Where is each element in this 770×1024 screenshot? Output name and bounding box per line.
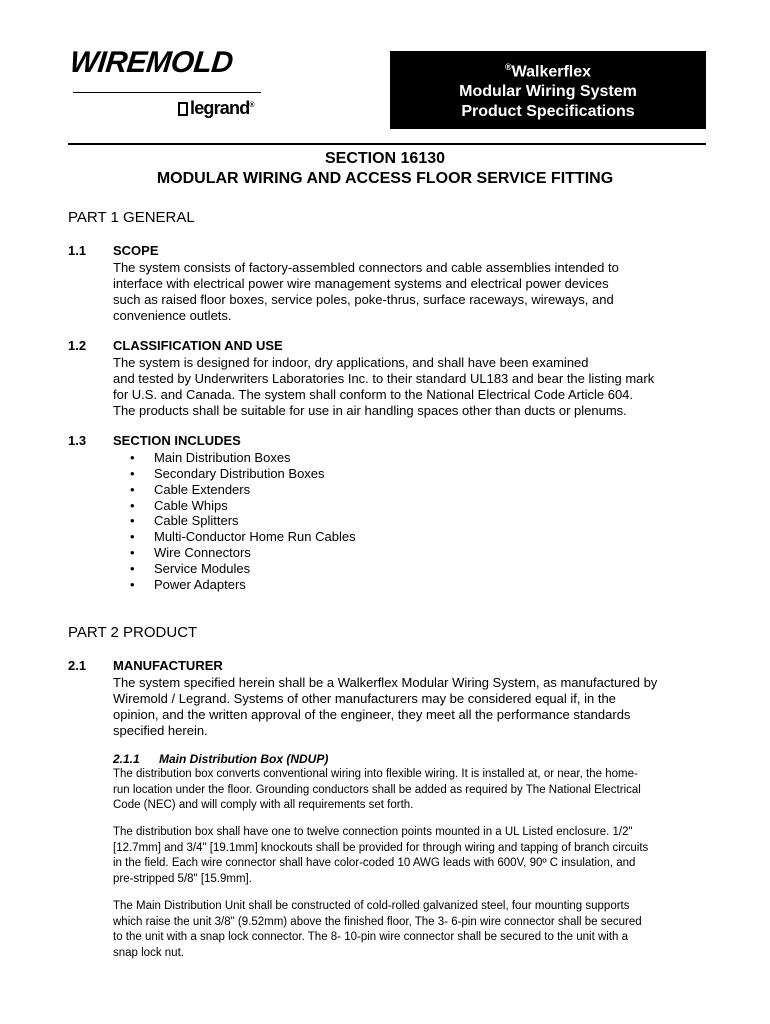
product-header-box (390, 51, 706, 129)
section-2-1-body: The system specified herein shall be a Walkerflex Modular Wiring System, as manufactured by Wiremold / Legrand. Systems of other manufacturers may be considered equal if, in the opinion, and the written approval of the engineer, they meet all the performance standards specified herein. (113, 675, 658, 738)
list-item: • Power Adapters (130, 577, 356, 593)
section-2-1-number: 2.1 (68, 658, 87, 673)
legrand-square-icon (178, 102, 188, 116)
section-1-1-heading: SCOPE (113, 243, 159, 258)
wiremold-logo: WIREMOLD (68, 46, 235, 79)
section-1-1-number: 1.1 (68, 243, 87, 258)
list-item: • Multi-Conductor Home Run Cables (130, 529, 356, 545)
header-line-1: ®Walkerflex (504, 62, 592, 81)
legrand-logo (178, 98, 254, 119)
subsection-2-1-1-heading: 2.1.1 Main Distribution Box (NDUP) (113, 752, 329, 766)
legrand-reg-mark: ® (249, 102, 254, 109)
list-item: • Cable Splitters (130, 513, 356, 529)
list-item: • Service Modules (130, 561, 356, 577)
list-item: • Cable Whips (130, 498, 356, 514)
list-item: • Cable Extenders (130, 482, 356, 498)
list-item: • Main Distribution Boxes (130, 450, 356, 466)
header-line-2: Modular Wiring System (459, 83, 637, 101)
section-1-1-body: The system consists of factory-assembled connectors and cable assemblies intended to interface with electrical power wire management systems and electrical power devices such as raised floor boxes, service poles, poke-thrus, surface raceways, wireways, and convenience outlets. (113, 260, 619, 323)
subsection-2-1-1-paragraph-2: The distribution box shall have one to twelve connection points mounted in a UL Listed enclosure. 1/2" [12.7mm] and 3/4" [19.1mm] knockouts shall be provided for through wiring and tapping of branch circuits in the field. Each wire connector shall have color-coded 10 AWG leads with 600V, 90º C insulation, and pre-stripped 5/8" [15.9mm]. (113, 826, 649, 885)
reg-mark: ® (504, 62, 512, 72)
section-includes-list (130, 450, 356, 593)
section-2-1-heading: MANUFACTURER (113, 658, 223, 673)
section-1-2-body: The system is designed for indoor, dry applications, and shall have been examined and tested by Underwriters Laboratories Inc. to their standard UL183 and bear the listing mark for U.S. and Canada. The system shall conform to the National Electrical Code Article 604. The products shall be suitable for use in air handling spaces other than ducts or plenums. (113, 355, 655, 418)
section-1-3-number: 1.3 (68, 433, 87, 448)
section-1-2-number: 1.2 (68, 338, 87, 353)
legrand-text: legrand (190, 98, 250, 118)
list-item: • Wire Connectors (130, 545, 356, 561)
header-rule (68, 143, 706, 145)
header-line-3: Product Specifications (461, 103, 635, 121)
section-1-3-heading: SECTION INCLUDES (113, 433, 241, 448)
list-item: • Secondary Distribution Boxes (130, 466, 356, 482)
part-1-title: PART 1 GENERAL (68, 209, 195, 226)
section-1-2-heading: CLASSIFICATION AND USE (113, 338, 283, 353)
section-number: SECTION 16130 (324, 150, 446, 167)
subsection-2-1-1-paragraph-3: The Main Distribution Unit shall be constructed of cold-rolled galvanized steel, four mounting supports which raise the unit 3/8" (9.52mm) above the finished floor, The 3- 6-pin wire connector shall be secured to the unit with a snap lock connector. The 8- 10-pin wire connector shall be secured to the unit with a snap lock nut. (113, 900, 642, 959)
part-2-title: PART 2 PRODUCT (68, 624, 198, 641)
subsection-2-1-1-paragraph-1: The distribution box converts conventional wiring into flexible wiring. It is installed at, or near, the home- run location under the floor. Grounding conductors shall be added as required by The National Electrical Code (NEC) and will comply with all requirements set forth. (113, 768, 641, 812)
section-title: MODULAR WIRING AND ACCESS FLOOR SERVICE FITTING (156, 170, 614, 187)
logo-divider (73, 92, 261, 93)
